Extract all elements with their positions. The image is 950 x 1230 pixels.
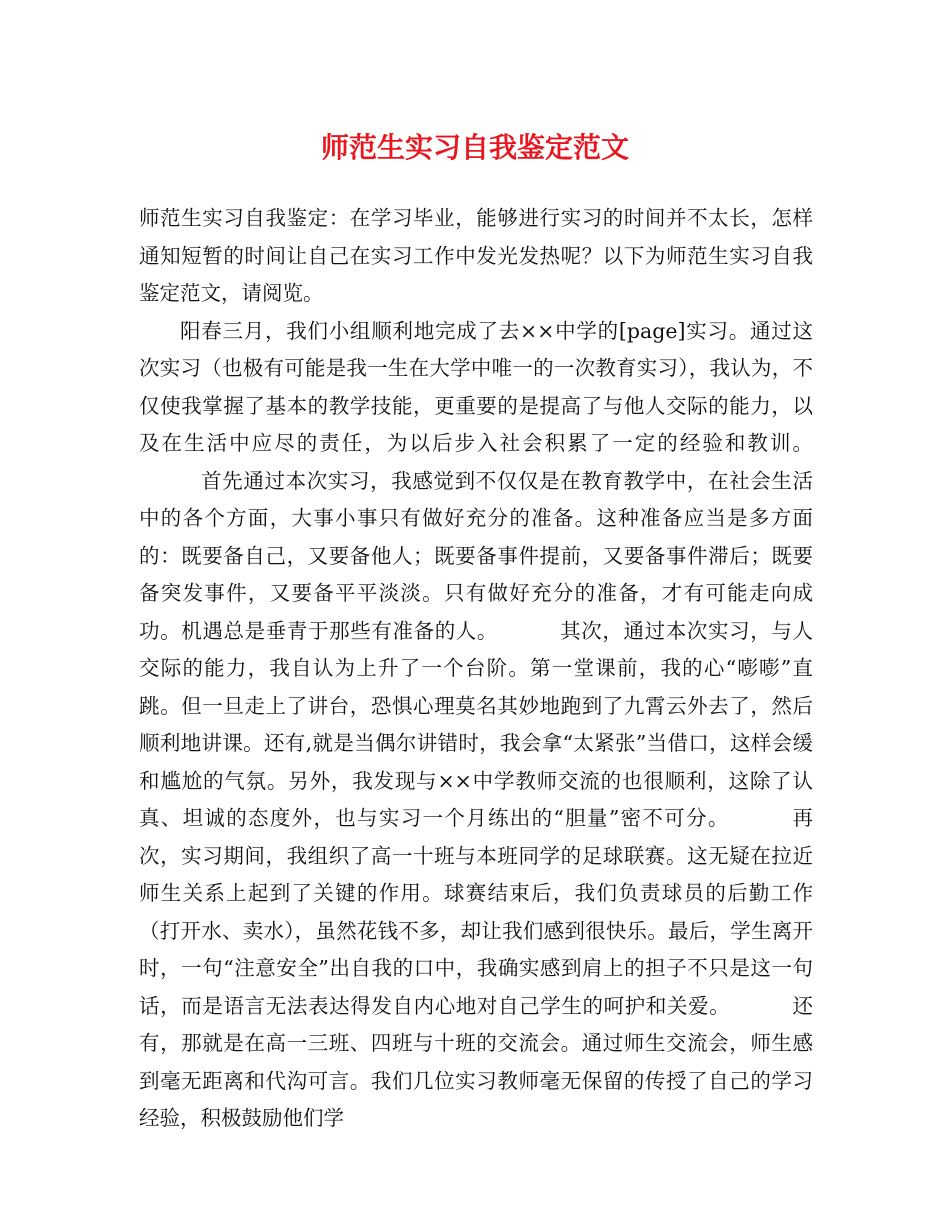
paragraph-segment-2: 首先通过本次实习，我感觉到不仅仅是在教育教学中，在社会生活中的各个方面，大事小事只有做好充分的准备。这种准备应当是多方面的：既要备自己，又要备他人；既要备事件提前，又要备事件滞后；既要备突发事件，又要备平平淡淡。只有做好充分的准备，才有可能走向成功。机遇总是垂青于那些有准备的人。	[139, 468, 813, 643]
main-paragraph	[139, 313, 813, 1138]
paragraph-segment-1: 阳春三月，我们小组顺利地完成了去××中学的[page]实习。通过这次实习（也极有可能是我一生在大学中唯一的一次教育实习），我认为，不仅使我掌握了基本的教学技能，更重要的是提高了与他人交际的能力，以及在生活中应尽的责任，为以后步入社会积累了一定的经验和教训。	[139, 318, 813, 455]
paragraph-segment-4: 再次，实习期间，我组织了高一十班与本班同学的足球联赛。这无疑在拉近师生关系上起到了关键的作用。球赛结束后，我们负责球员的后勤工作（打开水、卖水），虽然花钱不多，却让我们感到很快乐。最后，学生离开时，一句“注意安全”出自我的口中，我确实感到肩上的担子不只是这一句话，而是语言无法表达得发自内心地对自己学生的呵护和关爱。	[139, 806, 813, 1018]
document-title: 师范生实习自我鉴定范文	[320, 131, 629, 164]
document-body	[139, 200, 813, 1138]
paragraph-segment-3: 其次，通过本次实习，与人交际的能力，我自认为上升了一个台阶。第一堂课前，我的心“嘭嘭”直跳。但一旦走上了讲台，恐惧心理莫名其妙地跑到了九霄云外去了，然后顺利地讲课。还有,就是当偶尔讲错时，我会拿“太紧张”当借口，这样会缓和尴尬的气氛。另外，我发现与××中学教师交流的也很顺利，这除了认真、坦诚的态度外，也与实习一个月练出的“胆量”密不可分。	[139, 618, 814, 830]
intro-paragraph: 师范生实习自我鉴定：在学习毕业，能够进行实习的时间并不太长，怎样通知短暂的时间让自己在实习工作中发光发热呢？以下为师范生实习自我鉴定范文，请阅览。	[139, 206, 813, 305]
paragraph-segment-5: 还有，那就是在高一三班、四班与十班的交流会。通过师生交流会，师生感到毫无距离和代沟可言。我们几位实习教师毫无保留的传授了自己的学习经验，积极鼓励他们学	[139, 993, 814, 1130]
